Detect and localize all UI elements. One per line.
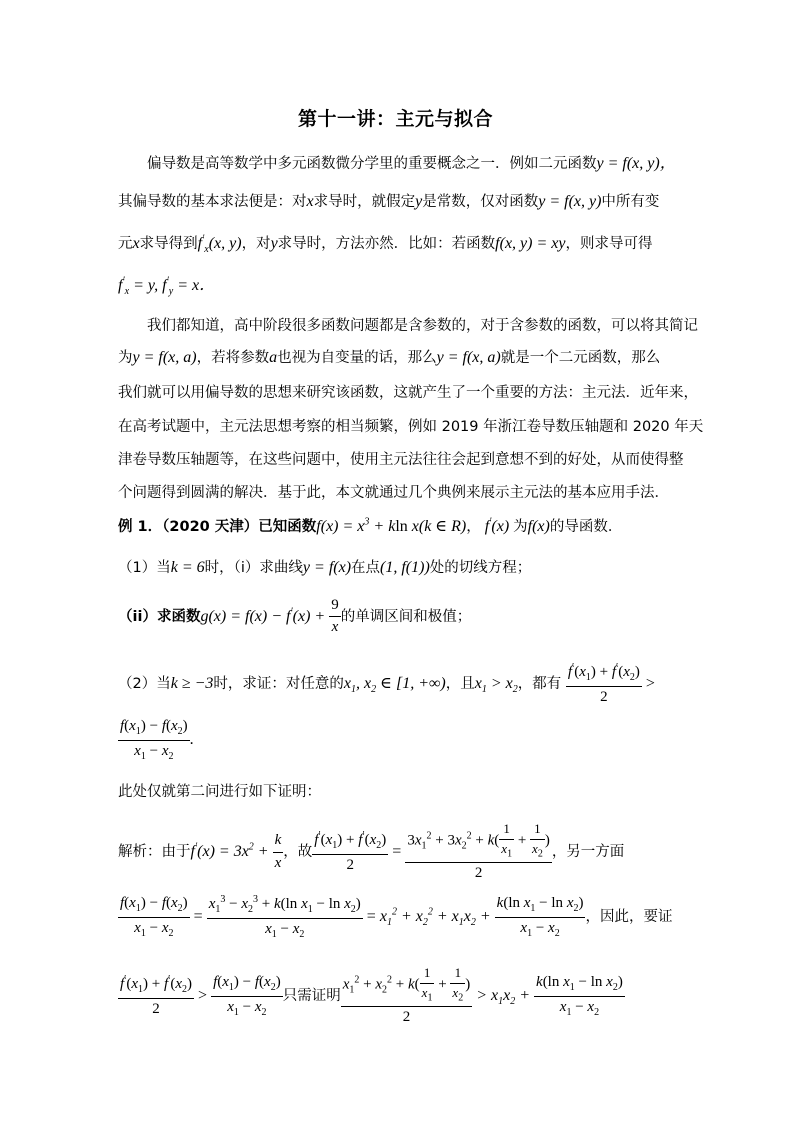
solution-line-1: 解析：由于$f'(x) = 3x^2$ + $\frac{k}{x}$ ，故 $\frac{f'(x_1) + f'(x_2)}{2}$ = $3x_1^2 + 3x_2^2 + k$( $\frac{1}{x_1}$ + $\frac{1}{x_2}$ ) 2 ，另一方面 (118, 821, 625, 882)
intro-line-3: 元x求导得到$f'_x(x$, y)，对y求导时，方法亦然．比如：若函数f(x, y) = xy，则求导可得 (118, 233, 653, 256)
question-1-i: （1）当k = 6时，（i）求曲线y = f(x)在点(1, f(1))处的切线方程； (118, 559, 532, 576)
question-2: （2）当k ≥ −3时，求证：对任意的$x_1$, $x_2$ ∈ [1, +∞)，且$x_1 > x_2$，都有 $\frac{f'(x_1) + f'(x_2)}{2}$ > (118, 662, 655, 705)
para2-line-2: 为y = f(x, a)，若将参数a也视为自变量的话，那么y = f(x, a)就是一个二元函数，那么 (118, 349, 661, 366)
para2-line-5: 津卷导数压轴题等，在这些问题中，使用主元法往往会起到意想不到的好处，从而使得整 (118, 452, 684, 468)
para2-line-6: 个问题得到圆满的解决．基于此，本文就通过几个典例来展示主元法的基本应用手法． (118, 485, 669, 501)
para2-line-1: 我们都知道，高中阶段很多函数问题都是含参数的，对于含参数的函数，可以将其简记 (147, 318, 698, 334)
solution-line-2: $\frac{f(x_1) - f(x_2)}{x_1 - x_2}$ = $\frac{x_1^3 - x_2^3 + k(\ln x_1 - \ln x_2)}{x_1 - x_2}$ = $x_1^2 + x_2^2 + x_1x_2$ + $\frac{k(\ln x_1 - \ln x_2)}{x_1 - x_2}$ ，因此，要证 (120, 894, 673, 940)
proof-note: 此处仅就第二问进行如下证明： (118, 784, 321, 800)
intro-line-2: 其偏导数的基本求法便是：对x求导时，就假定y是常数，仅对函数y = f(x, y)中所有变 (118, 193, 660, 210)
question-1-ii: （ii）求函数g(x) = f(x) − f′(x) + $\frac{9}{x}$ 的单调区间和极值； (118, 597, 472, 636)
intro-line-1: 偏导数是高等数学中多元函数微分学里的重要概念之一．例如二元函数y = f(x, y)， (147, 155, 676, 172)
question-2-cont: $\frac{f(x_1) - f(x_2)}{x_1 - x_2}$ . (120, 718, 194, 762)
solution-line-3: $\frac{f'(x_1) + f'(x_2)}{2}$ > $\frac{f(x_1) - f(x_2)}{x_1 - x_2}$ 只需证明 $x_1^2 + x_2^2 + k$( $\frac{1}{x_1}$ + $\frac{1}{x_2}$ ) 2 > $x_1x_2$ + $\frac{k(\ln x_1 - \ln x_2)}{x_1 - x_2}$ (120, 965, 623, 1026)
page-title: 第十一讲：主元与拟合 (298, 108, 494, 130)
para2-line-3: 我们就可以用偏导数的思想来研究该函数，这就产生了一个重要的方法：主元法．近年来， (118, 385, 698, 401)
para2-line-4: 在高考试题中，主元法思想考察的相当频繁，例如 2019 年浙江卷导数压轴题和 2020 年天 (118, 419, 704, 435)
intro-line-4: $f'_x = y$, $f'_y = x$． (118, 275, 216, 298)
example-heading: 例 1．（2020 天津）已知函数$f(x) = x^3 + kln$ x(k ∈ R)， f′(x) 为f(x)的导函数． (118, 516, 623, 535)
